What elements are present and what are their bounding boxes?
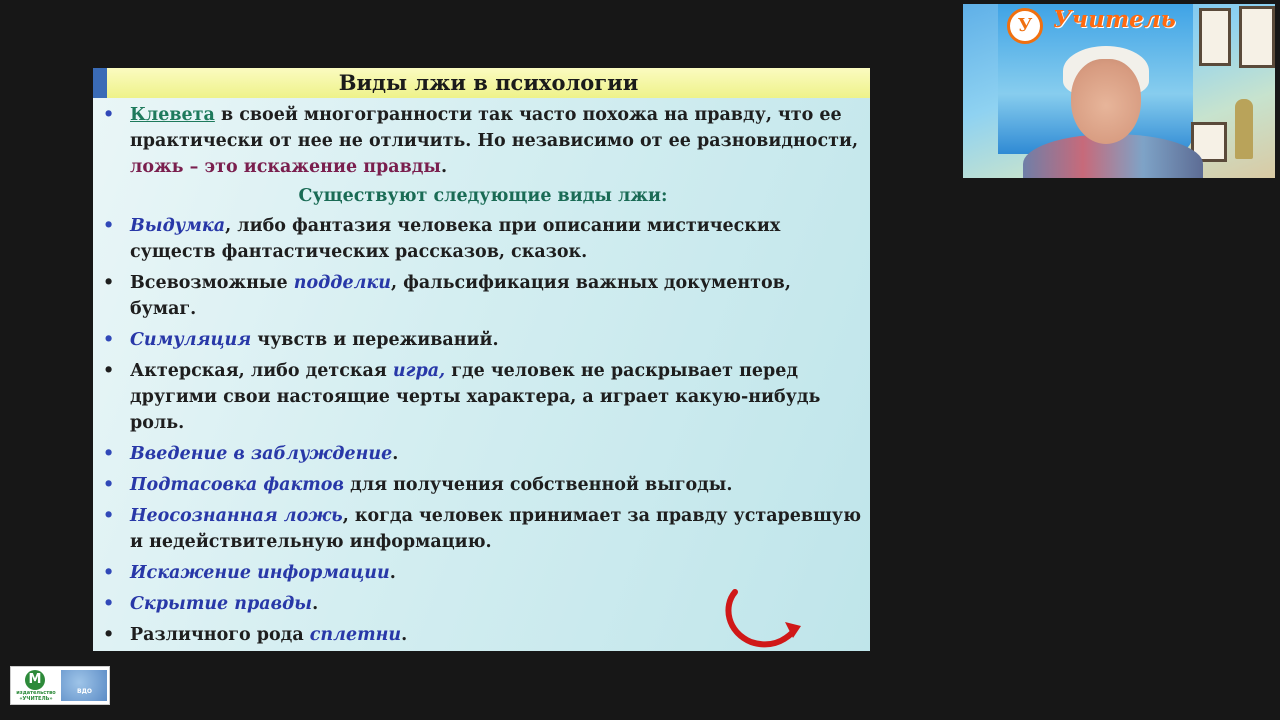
item-term: подделки xyxy=(293,273,391,293)
item-term: Неосознанная ложь xyxy=(130,506,343,526)
bullet-icon: • xyxy=(103,444,115,464)
bullet-icon: • xyxy=(103,475,115,495)
item-term: Симуляция xyxy=(130,330,252,350)
item-text: , либо фантазия человека при описании мистических существ фантастических рассказов, сказок. xyxy=(130,216,781,262)
item-text: чувств и переживаний. xyxy=(251,330,499,350)
bullet-icon: • xyxy=(103,506,115,526)
logo-icon: М xyxy=(25,670,45,690)
world-map-icon xyxy=(61,670,107,701)
item-term: сплетни xyxy=(309,625,402,645)
bullet-icon: • xyxy=(103,216,115,236)
item-term: Скрытие правды xyxy=(130,594,313,614)
list-item xyxy=(103,213,863,265)
item-term: Подтасовка фактов xyxy=(130,475,344,495)
list-item xyxy=(103,441,863,467)
item-text: , когда человек принимает за правду устаревшую и недействительную информацию. xyxy=(130,506,862,552)
item-text: . xyxy=(389,563,396,583)
list-item xyxy=(103,560,863,586)
intro-paragraph xyxy=(103,102,863,180)
list-item xyxy=(103,270,863,322)
item-text: Различного рода xyxy=(130,625,310,645)
item-text: , фальсификация важных документов, бумаг. xyxy=(130,273,791,319)
list-item xyxy=(103,327,863,353)
item-text: где человек не раскрывает перед другими свои настоящие черты характера, а играет какую-нибудь роль. xyxy=(130,361,821,433)
bullet-icon: • xyxy=(103,330,115,350)
item-text: Актерская, либо детская xyxy=(130,361,393,381)
list-item xyxy=(103,358,863,436)
item-term: игра, xyxy=(392,361,446,381)
item-text: . xyxy=(401,625,408,645)
trophy xyxy=(1235,99,1253,159)
presentation-slide xyxy=(93,68,870,651)
wall-frame xyxy=(1239,6,1275,68)
circular-arrow-cursor-icon xyxy=(721,586,807,651)
item-text: . xyxy=(392,444,399,464)
item-term: Введение в заблуждение xyxy=(130,444,393,464)
publisher-logo-icon: У xyxy=(1007,8,1043,44)
term-kleveta: Клевета xyxy=(130,105,215,125)
map-label: ВДО xyxy=(77,688,93,695)
bullet-icon: • xyxy=(103,361,115,381)
speaker-face xyxy=(1071,59,1141,144)
slide-content xyxy=(103,102,863,651)
item-text: . xyxy=(312,594,319,614)
intro-highlight: ложь – это искажение правды xyxy=(130,157,441,177)
bullet-icon: • xyxy=(103,105,115,125)
logo-text: издательство «УЧИТЕЛЬ» xyxy=(16,690,56,702)
item-text: для получения собственной выгоды. xyxy=(343,475,733,495)
list-item xyxy=(103,503,863,555)
item-term: Выдумка xyxy=(130,216,226,236)
item-term: Искажение информации xyxy=(130,563,390,583)
bullet-icon: • xyxy=(103,594,115,614)
intro-text-2: . xyxy=(440,157,448,177)
bullet-icon: • xyxy=(103,563,115,583)
item-text: Всевозможные xyxy=(130,273,294,293)
intro-text-1: в своей многогранности так часто похожа на правду, что ее практически от нее не отличить. Но независимо от ее разновидности, xyxy=(130,105,859,151)
list-item xyxy=(103,472,863,498)
wall-frame xyxy=(1199,8,1231,66)
bullet-icon: • xyxy=(103,625,115,645)
webcam-video xyxy=(963,4,1275,178)
slide-title: Виды лжи в психологии xyxy=(93,68,870,98)
banner-logo-text: Учитель xyxy=(1053,6,1176,33)
bullet-icon: • xyxy=(103,273,115,293)
publisher-logo xyxy=(10,666,110,705)
slide-subtitle: Существуют следующие виды лжи: xyxy=(298,186,668,206)
